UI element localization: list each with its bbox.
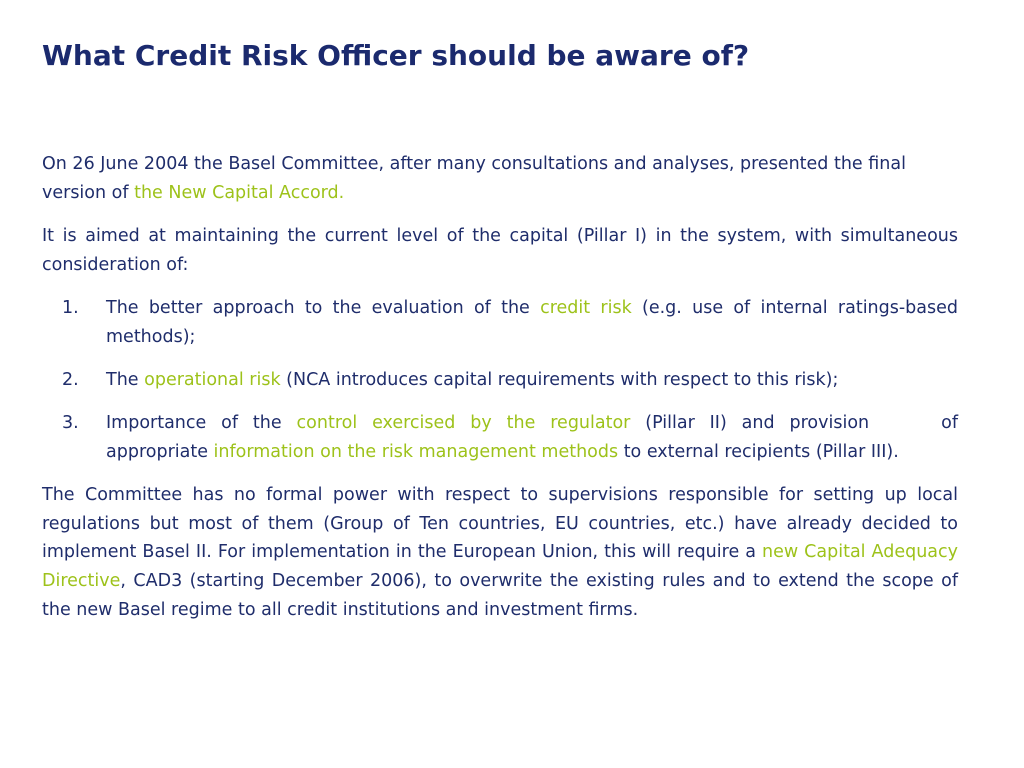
list-item-text: of appropriate	[106, 412, 958, 462]
list-item	[42, 294, 958, 351]
list-item-number: 1.	[62, 297, 79, 318]
list-item-number: 3.	[62, 412, 79, 433]
list-item-text: The better approach to the evaluation of the	[106, 297, 541, 318]
intro-text: On 26 June 2004 the Basel Committee, after many consultations and analyses, presented the final version of	[42, 154, 906, 203]
closing-paragraph	[42, 481, 958, 625]
list-item	[42, 409, 958, 466]
slide-body	[42, 150, 958, 639]
credit-risk-highlight: credit risk	[540, 297, 632, 318]
closing-text: , CAD3 (starting December 2006), to overwrite the existing rules and to extend the scope of the new Basel regime to all credit institutions and investment firms.	[42, 570, 958, 620]
new-capital-accord-highlight: the New Capital Accord.	[134, 182, 345, 203]
list-item-text: to external recipients (Pillar III).	[618, 441, 899, 462]
list-item-number: 2.	[62, 369, 79, 390]
list-item-text: Importance of the	[106, 412, 297, 433]
capital-adequacy-directive-highlight: new Capital Adequacy Directive	[42, 542, 958, 591]
considerations-list	[42, 294, 958, 467]
list-item-text: (NCA introduces capital requirements with respect to this risk);	[280, 369, 839, 390]
list-item-text: (e.g. use of internal ratings-based methods);	[106, 297, 959, 347]
list-item-text: (Pillar II) and provision	[630, 412, 870, 433]
list-item	[42, 366, 958, 395]
list-item-text: The	[106, 369, 145, 390]
slide-title: What Credit Risk Officer should be aware of?	[42, 39, 750, 72]
risk-management-info-highlight: information on the risk management methods	[213, 441, 619, 462]
intro-paragraph	[42, 150, 958, 207]
closing-text: The Committee has no formal power with respect to supervisions responsible for setting up local regulations but most of them (Group of Ten countries, EU countries, etc.) have already decided to implement Basel II. For implementation in the European Union, this will require a	[42, 484, 958, 563]
aim-paragraph: It is aimed at maintaining the current level of the capital (Pillar I) in the system, with simultaneous consideration of:	[42, 225, 958, 275]
regulator-control-highlight: control exercised by the regulator	[296, 412, 631, 433]
operational-risk-highlight: operational risk	[144, 369, 281, 390]
